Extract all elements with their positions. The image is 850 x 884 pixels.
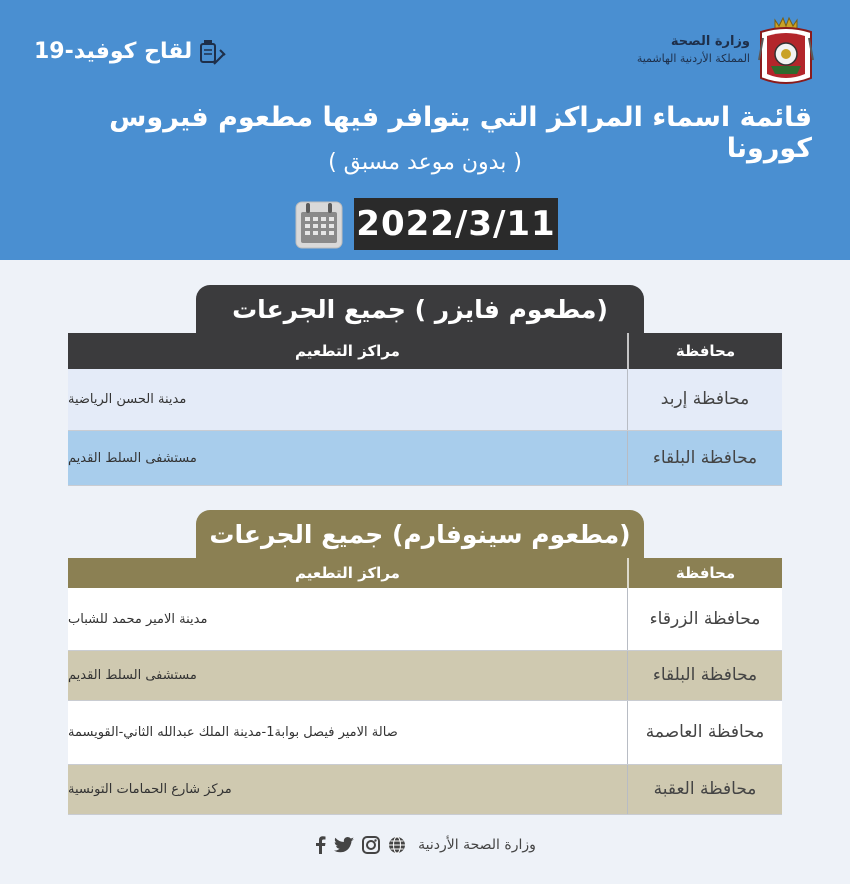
emblem-icon: [757, 16, 815, 88]
vaccine-label: لقاح كوفيد-19: [34, 38, 193, 64]
pfizer-section-title: (مطعوم فايزر ) جميع الجرعات: [196, 285, 644, 333]
instagram-icon[interactable]: [362, 836, 380, 854]
header-banner: [0, 0, 850, 260]
center-name: مستشفى السلط القديم: [68, 450, 197, 466]
table-row: [68, 701, 782, 765]
column-header-centers: مراكز التطعيم: [295, 342, 400, 360]
governorate-name: محافظة البلقاء: [627, 431, 782, 485]
twitter-icon[interactable]: [334, 837, 354, 853]
date-badge: 2022/3/11: [354, 198, 558, 250]
footer: [0, 836, 850, 854]
table-row: [68, 431, 782, 486]
ministry-block: [637, 34, 750, 65]
governorate-name: محافظة إربد: [627, 369, 782, 430]
vaccine-icon: [198, 36, 226, 66]
table-row: [68, 369, 782, 431]
table-row: [68, 765, 782, 815]
sinopharm-table: [68, 558, 782, 815]
vaccine-label-group: [34, 36, 226, 66]
column-header-governorate: محافظة: [627, 333, 782, 369]
table-row: [68, 651, 782, 701]
column-header-centers: مراكز التطعيم: [295, 564, 400, 582]
table-row: [68, 588, 782, 651]
center-name: مدينة الحسن الرياضية: [68, 392, 187, 407]
ministry-name: وزارة الصحة: [670, 34, 750, 49]
governorate-name: محافظة العقبة: [627, 765, 782, 814]
page-title: قائمة اسماء المراكز التي يتوافر فيها مطعوم فيروس كورونا: [109, 102, 812, 164]
column-header-governorate: محافظة: [627, 558, 782, 588]
globe-icon[interactable]: [388, 836, 406, 854]
center-name: صالة الامير فيصل بوابة1-مدينة الملك عبدالله الثاني-القويسمة: [68, 725, 398, 740]
center-name: مدينة الامير محمد للشباب: [68, 611, 208, 627]
calendar-icon: [294, 200, 344, 250]
governorate-name: محافظة البلقاء: [627, 651, 782, 700]
governorate-name: محافظة الزرقاء: [627, 588, 782, 650]
table-header: [68, 558, 782, 588]
page-subtitle: ( بدون موعد مسبق ): [328, 150, 522, 175]
facebook-icon[interactable]: [314, 836, 326, 854]
center-name: مركز شارع الحمامات التونسية: [68, 782, 232, 797]
sinopharm-section-title: (مطعوم سينوفارم) جميع الجرعات: [196, 510, 644, 558]
table-header: [68, 333, 782, 369]
footer-ministry-text: وزارة الصحة الأردنية: [418, 837, 536, 853]
governorate-name: محافظة العاصمة: [627, 701, 782, 764]
kingdom-name: المملكة الأردنية الهاشمية: [636, 52, 750, 65]
pfizer-table: [68, 333, 782, 486]
center-name: مستشفى السلط القديم: [68, 668, 197, 683]
